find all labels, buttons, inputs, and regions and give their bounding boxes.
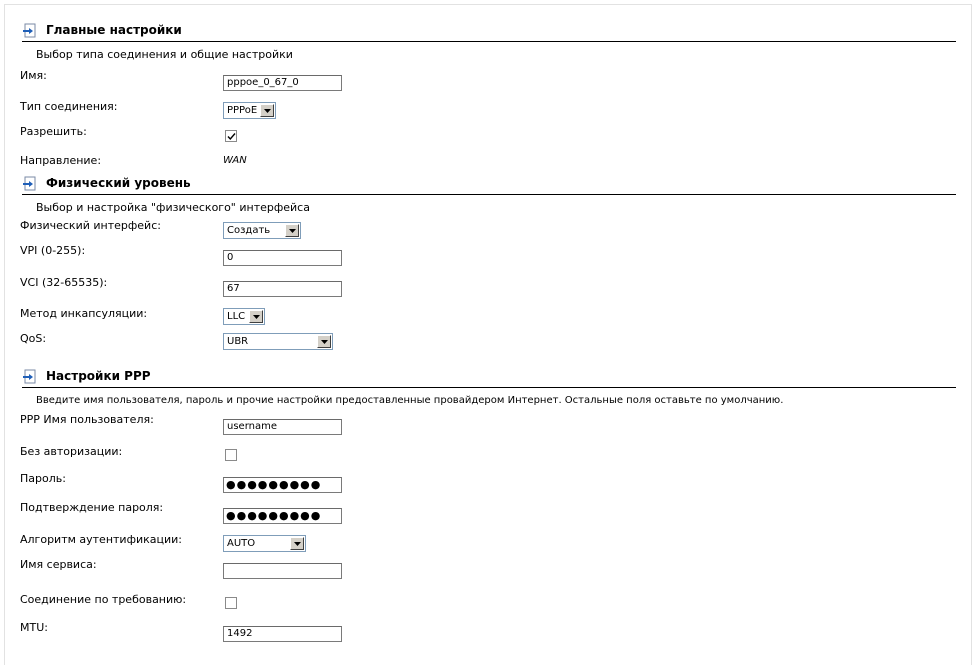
chevron-down-icon[interactable] — [317, 335, 331, 348]
auth-algorithm-select[interactable] — [223, 535, 306, 552]
confirm-password-label: Подтверждение пароля: — [20, 501, 164, 514]
password-label: Пароль: — [20, 472, 66, 485]
service-name-label: Имя сервиса: — [20, 558, 97, 571]
no-auth-label: Без авторизации: — [20, 445, 123, 458]
section-header-ppp — [22, 371, 956, 388]
connection-type-label: Тип соединения: — [20, 100, 118, 113]
enable-checkbox[interactable] — [225, 130, 237, 142]
enable-label: Разрешить: — [20, 125, 87, 138]
chevron-down-icon[interactable] — [249, 310, 263, 323]
connection-type-select[interactable] — [223, 102, 276, 119]
section-header-main — [22, 25, 956, 42]
name-label: Имя: — [20, 69, 47, 82]
name-input[interactable]: pppoe_0_67_0 — [223, 75, 342, 91]
vpi-label: VPI (0-255): — [20, 244, 86, 257]
physical-interface-select[interactable] — [223, 222, 301, 239]
no-auth-checkbox[interactable] — [225, 449, 237, 461]
section-title: Физический уровень — [46, 176, 191, 190]
section-description: Введите имя пользователя, пароль и прочие настройки предоставленные провайдером Интернет. Остальные поля оставьте по умолчанию. — [36, 395, 784, 406]
section-header-physical — [22, 178, 956, 195]
chevron-down-icon[interactable] — [285, 224, 299, 237]
service-name-input[interactable] — [223, 563, 342, 579]
checkmark-icon — [227, 132, 236, 141]
physical-interface-label: Физический интерфейс: — [20, 219, 161, 232]
section-description: Выбор и настройка "физического" интерфейса — [36, 201, 310, 214]
section-title: Главные настройки — [46, 23, 182, 37]
mtu-input[interactable]: 1492 — [223, 626, 342, 642]
vci-input[interactable]: 67 — [223, 281, 342, 297]
vpi-input[interactable]: 0 — [223, 250, 342, 266]
auth-algorithm-value: AUTO — [227, 538, 256, 549]
confirm-password-input[interactable]: ●●●●●●●●● — [223, 508, 342, 524]
ppp-username-input[interactable]: username — [223, 419, 342, 435]
encapsulation-value: LLC — [227, 311, 246, 322]
on-demand-label: Соединение по требованию: — [20, 593, 187, 606]
auth-algorithm-label: Алгоритм аутентификации: — [20, 533, 183, 546]
encapsulation-select[interactable] — [223, 308, 265, 325]
chevron-down-icon[interactable] — [290, 537, 304, 550]
connection-type-value: PPPoE — [227, 105, 258, 116]
chevron-down-icon[interactable] — [260, 104, 274, 117]
on-demand-checkbox[interactable] — [225, 597, 237, 609]
mtu-label: MTU: — [20, 621, 48, 634]
direction-label: Направление: — [20, 154, 102, 167]
qos-select[interactable] — [223, 333, 333, 350]
physical-interface-value: Создать — [227, 225, 271, 236]
arrow-page-icon — [22, 176, 38, 192]
encapsulation-label: Метод инкапсуляции: — [20, 307, 148, 320]
qos-label: QoS: — [20, 332, 47, 345]
section-title: Настройки PPP — [46, 369, 151, 383]
arrow-page-icon — [22, 23, 38, 39]
direction-value: WAN — [223, 155, 247, 166]
section-description: Выбор типа соединения и общие настройки — [36, 48, 293, 61]
password-input[interactable]: ●●●●●●●●● — [223, 477, 342, 493]
ppp-username-label: PPP Имя пользователя: — [20, 413, 154, 426]
content-frame — [4, 4, 972, 665]
arrow-page-icon — [22, 369, 38, 385]
qos-value: UBR — [227, 336, 249, 347]
vci-label: VCI (32-65535): — [20, 276, 108, 289]
